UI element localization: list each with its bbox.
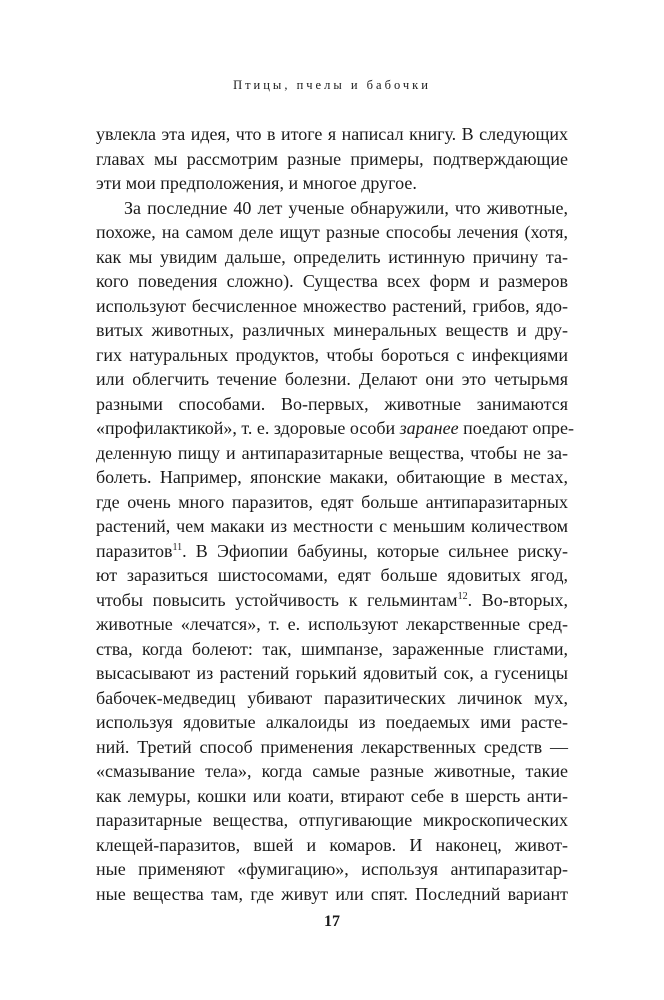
page-number: 17 bbox=[324, 913, 340, 930]
text-line bbox=[96, 686, 568, 711]
text-segment: как лемуры, кошки или коати, втирают себе в шерсть анти- bbox=[96, 785, 568, 806]
text-line bbox=[96, 808, 568, 833]
text-segment: «смазывание тела», когда самые разные животные, такие bbox=[96, 761, 568, 781]
text-segment: поедают опре- bbox=[458, 418, 575, 438]
text-segment: . Во-вторых, bbox=[467, 589, 569, 610]
text-line bbox=[96, 882, 568, 907]
running-head: Птицы, пчелы и бабочки bbox=[233, 78, 431, 92]
text-line bbox=[96, 122, 568, 147]
text-line bbox=[96, 784, 568, 809]
text-line bbox=[96, 171, 568, 196]
text-segment: ства, когда болеют: так, шимпанзе, зараженные глистами, bbox=[96, 638, 568, 659]
text-line bbox=[96, 833, 568, 858]
text-segment: витых животных, различных минеральных веществ и дру- bbox=[96, 320, 568, 340]
text-line bbox=[96, 220, 568, 245]
text-line bbox=[96, 367, 568, 392]
text-line bbox=[96, 245, 568, 270]
text-line bbox=[96, 563, 568, 588]
text-line bbox=[96, 514, 568, 539]
text-segment: паразитарные вещества, отпугивающие микроскопических bbox=[96, 810, 568, 830]
text-segment: похоже, на самом деле ищут разные способы лечения (хотя, bbox=[96, 222, 568, 242]
text-segment: бабочек-медведиц убивают паразитических личинок мух, bbox=[96, 687, 568, 708]
text-segment: За последние 40 лет ученые обнаружили, что животные, bbox=[124, 197, 568, 218]
text-segment: «профилактикой», т. е. здоровые особи bbox=[96, 418, 400, 438]
text-line bbox=[96, 147, 568, 172]
text-line bbox=[96, 343, 568, 368]
text-segment: деленную пищу и антипаразитарные вещества, чтобы не за- bbox=[96, 442, 568, 463]
text-line bbox=[96, 661, 568, 686]
text-line bbox=[96, 196, 568, 221]
text-segment: паразитов bbox=[96, 540, 173, 561]
text-segment: чтобы повысить устойчивость к гельминтам bbox=[96, 589, 458, 610]
body-text bbox=[96, 122, 575, 906]
text-line bbox=[96, 588, 568, 613]
text-segment: ные применяют «фумигацию», используя антипаразитар- bbox=[96, 859, 568, 879]
text-line bbox=[96, 294, 568, 319]
italic-emphasis: заранее bbox=[399, 418, 459, 438]
text-segment: ний. Третий способ применения лекарственных средств — bbox=[96, 736, 568, 757]
text-segment: как мы увидим дальше, определить истинную причину та- bbox=[96, 246, 568, 267]
text-line bbox=[96, 612, 568, 637]
text-segment: или облегчить течение болезни. Делают они это четырьмя bbox=[96, 369, 568, 389]
text-segment: эти мои предположения, и многое другое. bbox=[96, 173, 417, 193]
text-segment: используют бесчисленное множество растений, грибов, ядо- bbox=[96, 295, 568, 316]
text-segment: высасывают из растений горький ядовитый сок, а гусеницы bbox=[96, 663, 568, 683]
text-line bbox=[96, 416, 575, 441]
text-line bbox=[96, 465, 568, 490]
text-line bbox=[96, 269, 568, 294]
text-line bbox=[96, 490, 568, 515]
text-segment: ные вещества там, где живут или спят. Последний вариант bbox=[96, 883, 568, 904]
text-segment: разными способами. Во-первых, животные занимаются bbox=[96, 393, 568, 414]
text-line bbox=[96, 710, 568, 735]
text-line bbox=[96, 637, 568, 662]
text-segment: . В Эфиопии бабуины, которые сильнее риску- bbox=[182, 540, 568, 561]
text-segment: ют заразиться шистосомами, едят больше ядовитых ягод, bbox=[96, 565, 568, 585]
text-segment: растений, чем макаки из местности с меньшим количеством bbox=[96, 516, 568, 536]
text-segment: животные «лечатся», т. е. используют лекарственные сред- bbox=[96, 614, 568, 634]
text-line bbox=[96, 392, 568, 417]
text-line bbox=[96, 735, 568, 760]
text-segment: главах мы рассмотрим разные примеры, подтверждающие bbox=[96, 148, 568, 169]
text-segment: гих натуральных продуктов, чтобы бороться с инфекциями bbox=[96, 344, 568, 365]
text-line bbox=[96, 857, 568, 882]
text-segment: кого поведения сложно). Существа всех форм и размеров bbox=[96, 271, 568, 291]
text-line bbox=[96, 441, 568, 466]
text-segment: где очень много паразитов, едят больше антипаразитарных bbox=[96, 491, 568, 512]
footnote-marker[interactable]: 11 bbox=[172, 541, 183, 553]
text-segment: используя ядовитые алкалоиды из поедаемых ими расте- bbox=[96, 712, 568, 732]
text-line bbox=[96, 318, 568, 343]
text-segment: клещей-паразитов, вшей и комаров. И наконец, живот- bbox=[96, 834, 568, 855]
text-segment: увлекла эта идея, что в итоге я написал книгу. В следующих bbox=[96, 124, 568, 144]
text-segment: болеть. Например, японские макаки, обитающие в местах, bbox=[96, 467, 568, 487]
text-line bbox=[96, 539, 568, 564]
footnote-marker[interactable]: 12 bbox=[457, 590, 468, 602]
text-line bbox=[96, 759, 568, 784]
